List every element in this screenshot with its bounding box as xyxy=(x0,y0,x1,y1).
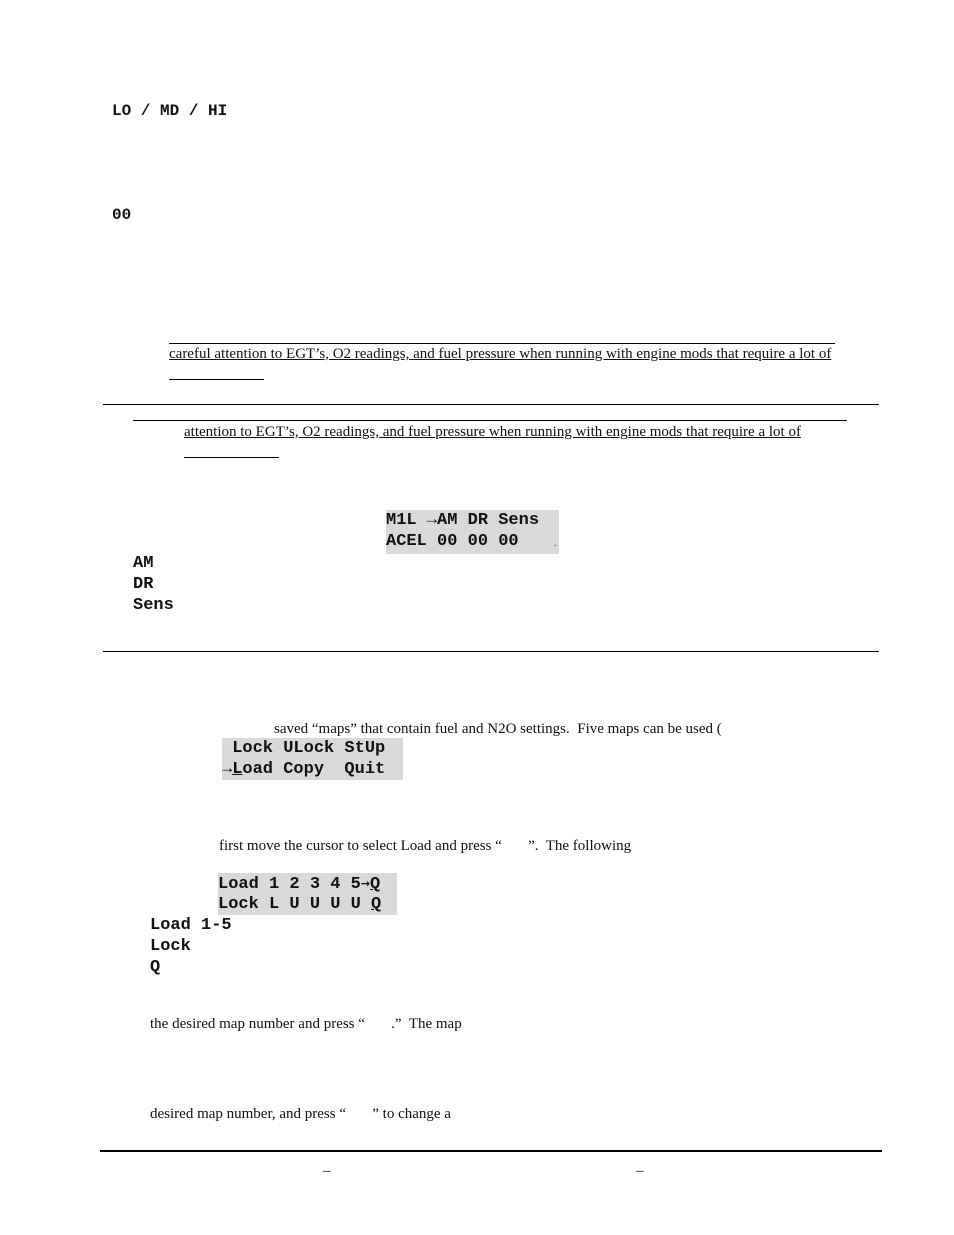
legend-am: AM xyxy=(133,554,154,573)
legend-sens: Sens xyxy=(133,596,174,615)
warning1-text: careful attention to EGT’s, O2 readings, and fuel pressure when running with engine mods that require a lot of xyxy=(169,346,832,362)
lcd2-row2-q: Q xyxy=(371,895,382,914)
warning2-underline-top xyxy=(133,420,847,421)
maps-intro-text: saved “maps” that contain fuel and N2O settings. Five maps can be used ( xyxy=(274,721,722,737)
instruction-line-1: the desired map number and press “ .” The map xyxy=(150,1016,462,1032)
instruction-line-2: desired map number, and press “ ” to change a xyxy=(150,1106,451,1122)
lcd2-row1-arrow: → xyxy=(360,877,371,890)
footer-dash-left: – xyxy=(323,1163,331,1179)
lcd2-row1-q: Q xyxy=(370,874,381,894)
lcd1-row2 xyxy=(386,531,519,552)
legend-lock: Lock xyxy=(150,937,191,956)
menu-row2 xyxy=(222,759,385,780)
menu-cursor-arrow: → xyxy=(222,760,233,779)
footer-rule xyxy=(100,1150,882,1152)
section-divider-1 xyxy=(103,404,879,405)
menu-row2-rest: oad Copy Quit xyxy=(242,760,386,779)
lcd2-row1-main: Load 1 2 3 4 5 xyxy=(218,874,361,894)
warning1-underline-bottom xyxy=(169,379,264,380)
menu-load-cursor-char: L xyxy=(232,760,243,779)
footer-dash-right: – xyxy=(636,1163,644,1179)
legend-q: Q xyxy=(150,958,161,977)
lcd2-row2-main: Lock L U U U U xyxy=(218,895,372,914)
warning2-text: attention to EGT’s, O2 readings, and fuel pressure when running with engine mods that require a lot of xyxy=(184,424,801,440)
lcd1-row1: M1L →AM DR Sens xyxy=(386,511,540,530)
section-divider-2 xyxy=(103,651,879,652)
levels-label: LO / MD / HI xyxy=(112,102,228,120)
lcd1-row2-trailing: . xyxy=(554,538,557,548)
select-load-text: first move the cursor to select Load and press “ ”. The following xyxy=(219,838,632,854)
legend-load: Load 1-5 xyxy=(150,916,232,935)
lcd1-row2-values: ACEL 00 00 00 xyxy=(386,532,519,551)
zero-value-label: 00 xyxy=(112,206,132,224)
lcd2-row1 xyxy=(218,873,380,895)
menu-row1: Lock ULock StUp xyxy=(222,739,386,758)
lcd2-row2 xyxy=(218,894,381,915)
warning2-underline-bottom xyxy=(184,457,279,458)
legend-dr: DR xyxy=(133,575,154,594)
warning1-underline-top xyxy=(169,343,835,344)
